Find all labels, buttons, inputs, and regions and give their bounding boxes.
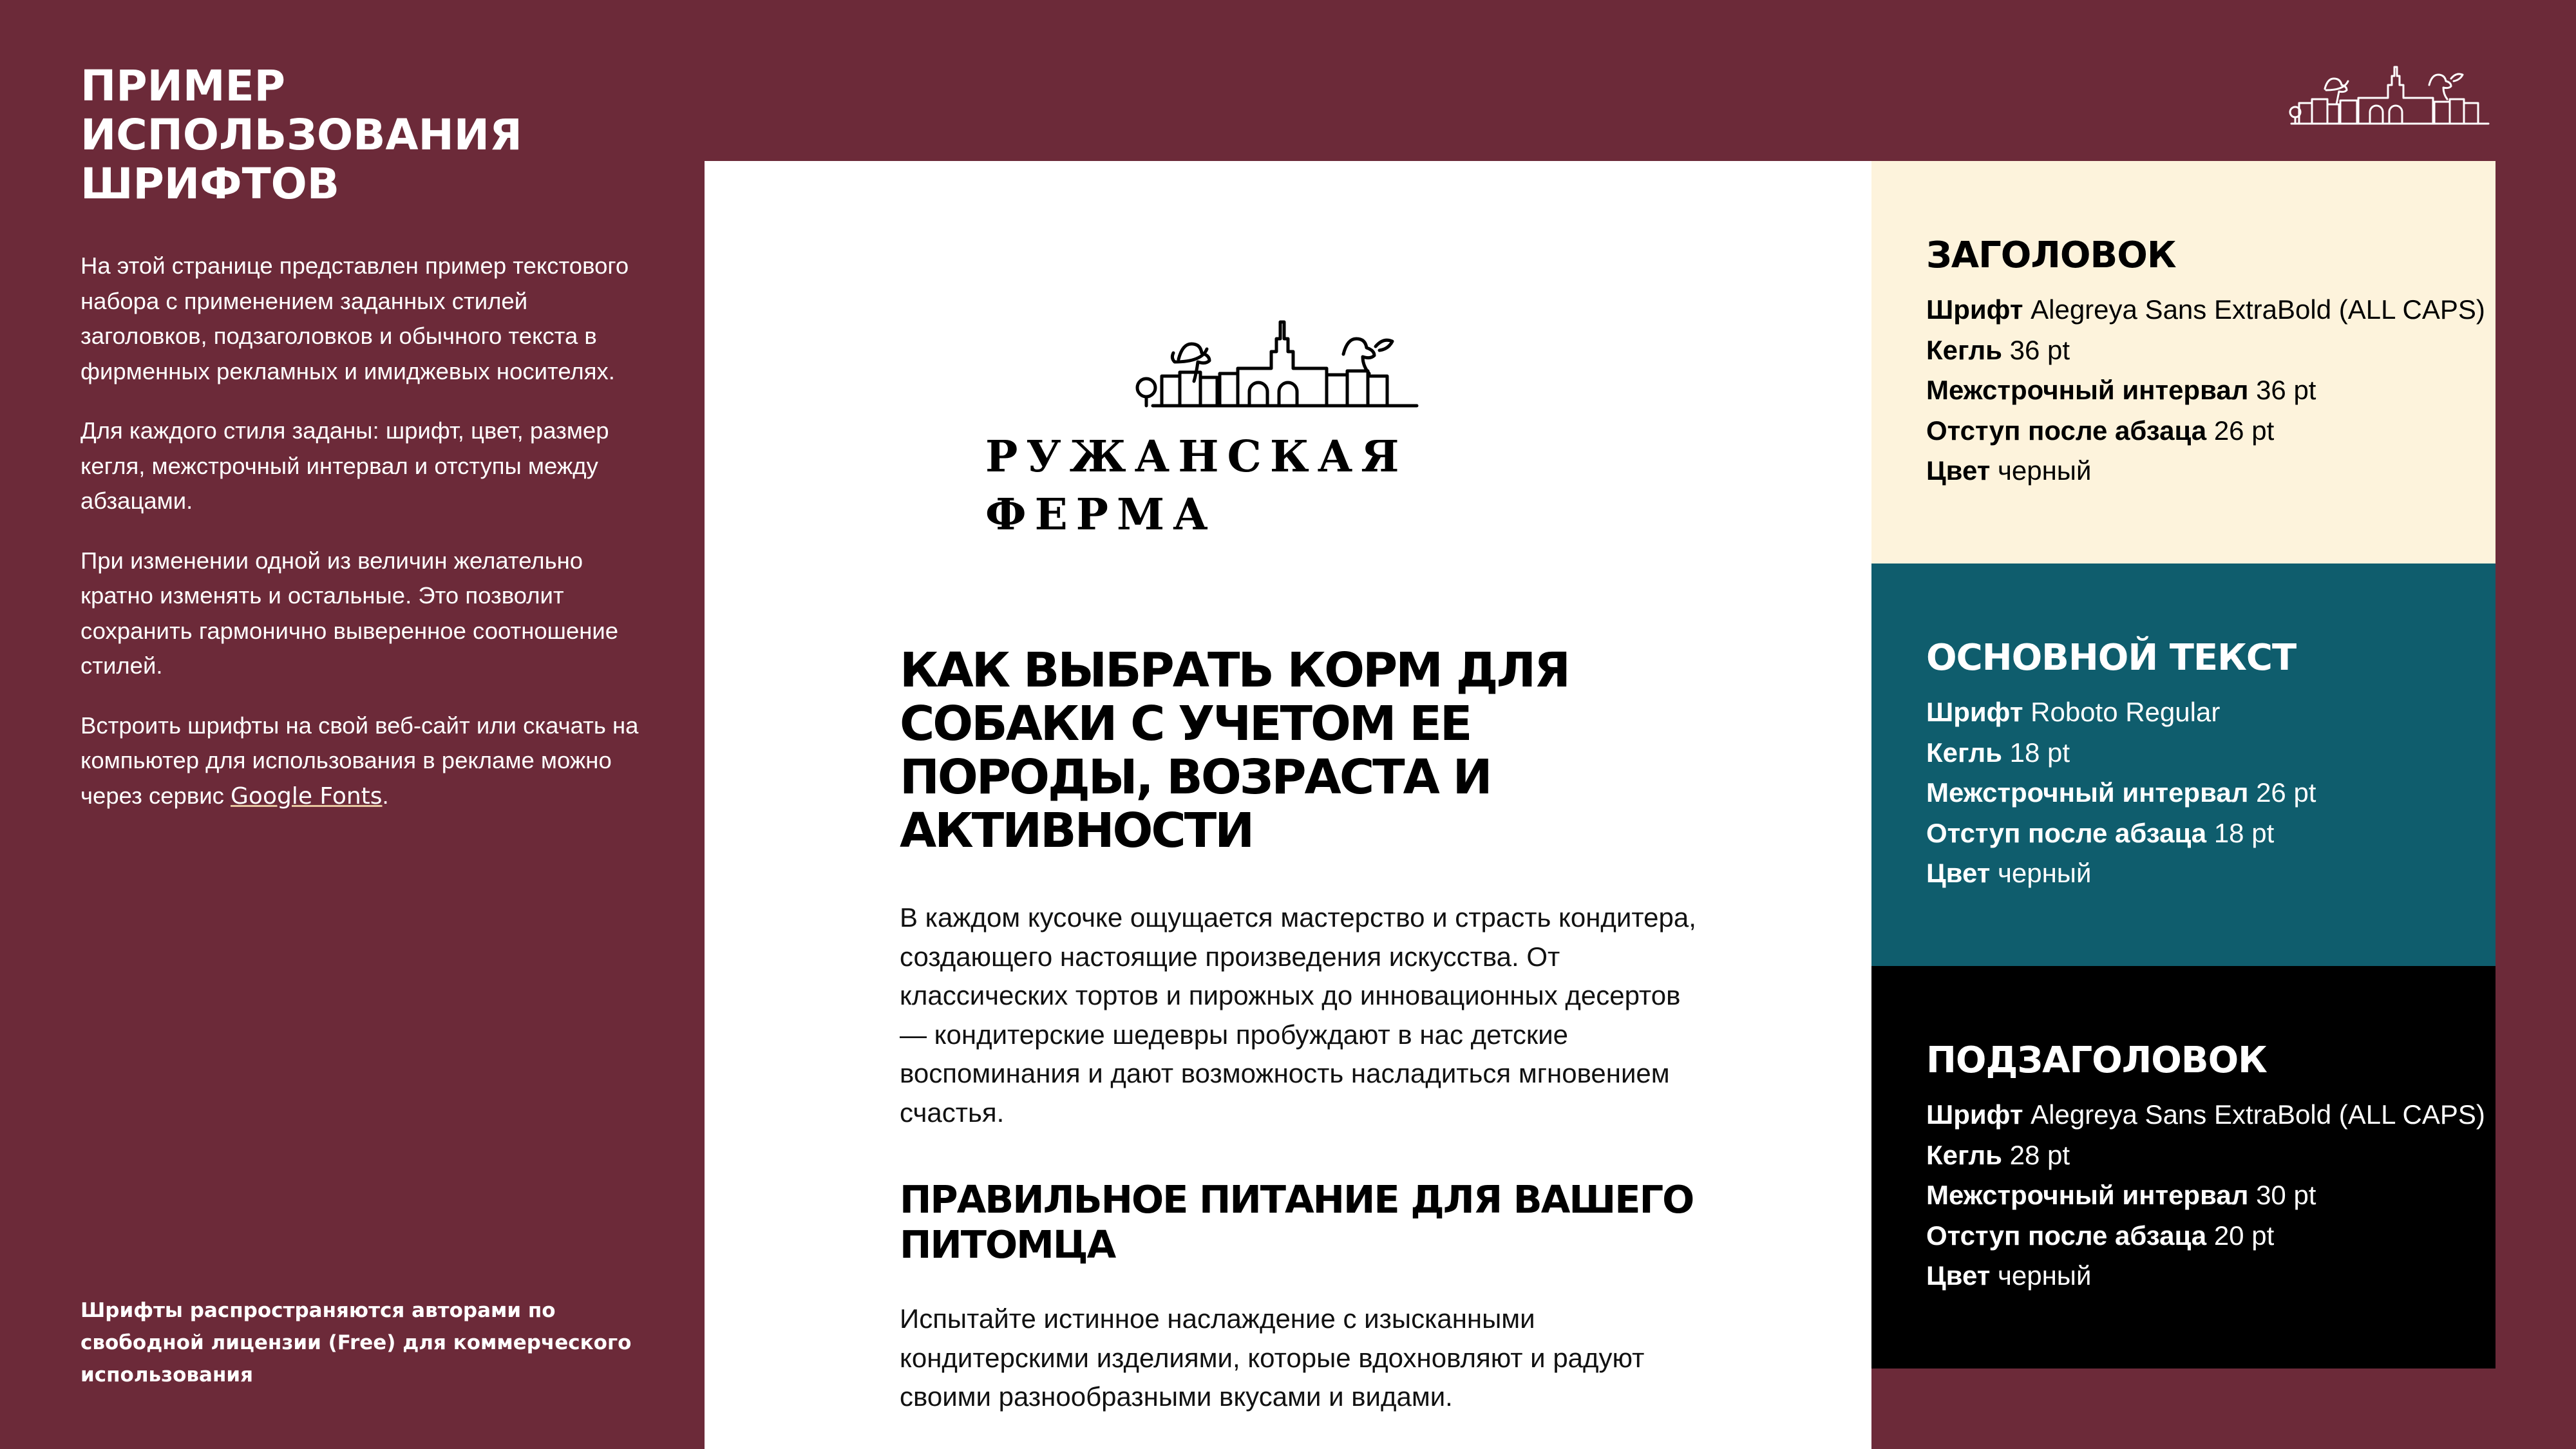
spec-value: 36 pt — [2256, 375, 2316, 405]
article-subheading: ПРАВИЛЬНОЕ ПИТАНИЕ ДЛЯ ВАШЕГО ПИТОМЦА — [900, 1177, 1694, 1267]
farm-logo-icon — [2286, 53, 2494, 129]
spec-label: Отступ после абзаца — [1926, 817, 2207, 848]
brand-name: РУЖАНСКАЯ ФЕРМА — [985, 431, 1408, 540]
spec-label: Межстрочный интервал — [1926, 777, 2249, 808]
spec-row — [1926, 853, 2496, 894]
article-sample — [900, 644, 1698, 1417]
spec-row — [1926, 1175, 2496, 1216]
sidebar-description — [80, 249, 647, 838]
spec-row — [1926, 330, 2496, 371]
sidebar-paragraph: На этой странице представлен пример текстового набора с применением заданных стилей заголовков, подзаголовков и обычного текста в фирменных рекламных и имиджевых носителях. — [80, 252, 629, 384]
spec-label: Цвет — [1926, 858, 1991, 888]
sidebar-paragraph: При изменении одной из величин желательно кратно изменять и остальные. Это позволит сохранить гармонично выверенное соотношение стилей. — [80, 547, 619, 679]
google-fonts-link[interactable]: Google Fonts — [231, 782, 383, 810]
spec-label: Цвет — [1926, 455, 1991, 486]
spec-value: 28 pt — [2009, 1139, 2070, 1170]
spec-title: ЗАГОЛОВОК — [1926, 234, 2176, 276]
spec-row — [1926, 1216, 2496, 1256]
spec-label: Шрифт — [1926, 697, 2023, 727]
spec-value: 26 pt — [2213, 415, 2275, 446]
spec-value: 18 pt — [2213, 817, 2275, 848]
spec-value: черный — [1998, 858, 2092, 888]
spec-row — [1926, 290, 2496, 330]
spec-row — [1926, 411, 2496, 451]
license-note: Шрифты распространяются авторами по свободной лицензии (Free) для коммерческого использования — [80, 1299, 632, 1387]
spec-label: Кегль — [1926, 1139, 2002, 1170]
sidebar-paragraph: Для каждого стиля заданы: шрифт, цвет, размер кегля, межстрочный интервал и отступы между абзацами. — [80, 417, 609, 514]
article-paragraph: В каждом кусочке ощущается мастерство и страсть кондитера, создающего настоящие произведения искусства. От классических тортов и пирожных до инновационных десертов — кондитерские шедевры пробуждают в нас детские воспоминания и дают возможность насладиться мгновением счастья. — [900, 902, 1696, 1128]
style-spec-heading — [1871, 161, 2496, 564]
spec-label: Кегль — [1926, 737, 2002, 768]
spec-label: Отступ после абзаца — [1926, 415, 2207, 446]
spec-row — [1926, 451, 2496, 491]
spec-value: Roboto Regular — [2031, 697, 2221, 727]
spec-row — [1926, 692, 2496, 733]
style-spec-body — [1871, 564, 2496, 966]
spec-value: 30 pt — [2256, 1180, 2316, 1210]
spec-row — [1926, 773, 2496, 813]
embed-text-end: . — [382, 782, 389, 809]
spec-row — [1926, 813, 2496, 854]
spec-value: 18 pt — [2009, 737, 2070, 768]
article-paragraph: Испытайте истинное наслаждение с изысканными кондитерскими изделиями, которые вдохновляют и радуют своими разнообразными вкусами и видами. — [900, 1303, 1645, 1412]
spec-value: Alegreya Sans ExtraBold (ALL CAPS) — [2031, 1099, 2485, 1130]
spec-row — [1926, 1095, 2496, 1135]
spec-label: Межстрочный интервал — [1926, 1180, 2249, 1210]
spec-row — [1926, 1135, 2496, 1176]
spec-value: черный — [1998, 455, 2092, 486]
spec-label: Межстрочный интервал — [1926, 375, 2249, 405]
spec-label: Отступ после абзаца — [1926, 1220, 2207, 1251]
farm-logo-icon — [1133, 309, 1425, 412]
spec-value: 20 pt — [2213, 1220, 2275, 1251]
sidebar-paragraph-embed — [80, 708, 647, 815]
spec-row — [1926, 370, 2496, 411]
style-spec-subheading — [1871, 966, 2496, 1368]
spec-title: ОСНОВНОЙ ТЕКСТ — [1926, 637, 2297, 679]
spec-value: 26 pt — [2256, 777, 2316, 808]
article-heading: КАК ВЫБРАТЬ КОРМ ДЛЯ СОБАКИ С УЧЕТОМ ЕЕ ПОРОДЫ, ВОЗРАСТА И АКТИВНОСТИ — [900, 643, 1569, 858]
spec-value: Alegreya Sans ExtraBold (ALL CAPS) — [2031, 294, 2485, 325]
spec-value: 36 pt — [2009, 334, 2070, 365]
spec-title: ПОДЗАГОЛОВОК — [1926, 1039, 2267, 1081]
page-title: ПРИМЕР ИСПОЛЬЗОВАНИЯ ШРИФТОВ — [80, 61, 522, 209]
spec-value: черный — [1998, 1260, 2092, 1291]
embed-text: Встроить шрифты на свой веб-сайт или скачать на компьютер для использования в рекламе можно через сервис — [80, 712, 639, 809]
spec-row — [1926, 733, 2496, 773]
spec-row — [1926, 1256, 2496, 1296]
spec-label: Шрифт — [1926, 1099, 2023, 1130]
spec-label: Шрифт — [1926, 294, 2023, 325]
spec-label: Цвет — [1926, 1260, 1991, 1291]
spec-label: Кегль — [1926, 334, 2002, 365]
